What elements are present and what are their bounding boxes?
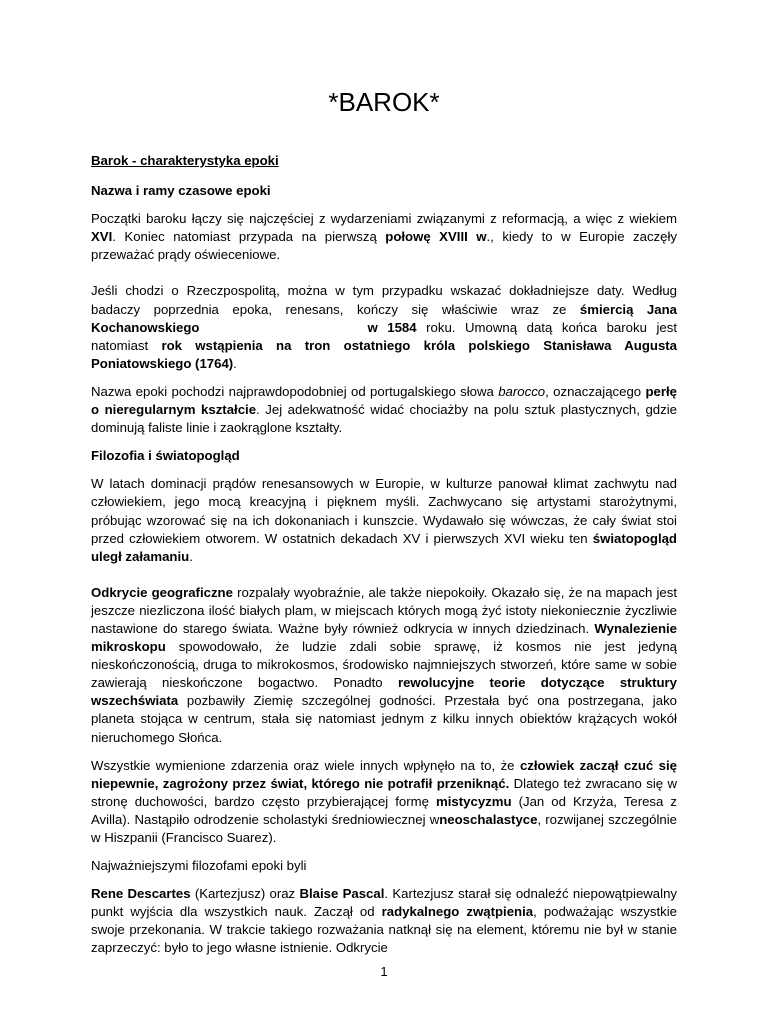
paragraph-poland-dates: Jeśli chodzi o Rzeczpospolitą, można w tym przypadku wskazać dokładniejsze daty. Według badaczy poprzednia epoka, renesans, kończy się właściwie wraz ze śmiercią Jana Kochanowskiego w 1584 roku. Umowną datą końca baroku jest natomiast rok wstąpienia na tron ostatniego króla polskiego Stanisława Augusta Poniatowskiego (1764).	[91, 283, 678, 371]
paragraph-descartes-pascal: Rene Descartes (Kartezjusz) oraz Blaise Pascal. Kartezjusz starał się odnaleźć niepowątpiewalny punkt wyjścia dla wszystkich nauk. Zaczął od radykalnego zwątpienia, podważając wszystkie swoje przekonania. W trakcie takiego rozważania natknął się na element, któremu nie był w stanie zaprzeczyć: było to jego własne istnienie. Odkrycie	[91, 886, 677, 956]
paragraph-uncertainty: Wszystkie wymienione zdarzenia oraz wiele innych wpłynęło na to, że człowiek zaczął czuć się niepewnie, zagrożony przez świat, którego nie potrafił przeniknąć. Dlatego też zwracano się w stronę duchowości, bardzo często przybierającej formę mistycyzmu (Jan od Krzyża, Teresa z Avilla). Nastąpiło odrodzenie scholastyki średniowiecznej wneoschalastyce, rozwijanej szczególnie w Hiszpanii (Francisco Suarez).	[91, 757, 678, 845]
paragraph-discoveries: Odkrycie geograficzne rozpalały wyobraźnie, ale także niepokoiły. Okazało się, że na mapach jest jeszcze niezliczona ilość białych plam, w miejscach których mogą żyć istoty niekoniecznie życzliwie nastawione do starego świata. Ważne były również odkrycia w innych dziedzinach. Wynalezienie mikroskopu spowodowało, że ludzie zdali sobie sprawę, iż kosmos nie jest jedyną nieskończonością, druga to mikrokosmos, środowisko najmniejszych stworzeń, które same w sobie zawierają nieskończone bogactwo. Ponadto rewolucyjne teorie dotyczące struktury wszechświata pozbawiły Ziemię szczególnej godności. Przestała być ona postrzegana, jako planeta stojąca w centrum, stała się natomiast jednym z kilku innych obiektów krążących wokół nieruchomego Słońca.	[91, 584, 677, 745]
paragraph-beginnings: Początki baroku łączy się najczęściej z wydarzeniami związanymi z reformacją, a więc z wiekiem XVI. Koniec natomiast przypada na pierwszą połowę XVIII w., kiedy to w Europie zaczęły przeważać prądy oświeceniowe.	[91, 211, 677, 263]
paragraph-renaissance-climate: W latach dominacji prądów renesansowych w Europie, w kulturze panował klimat zachwytu nad człowiekiem, jego mocą kreacyjną i pięknem myśli. Zachwycano się artystami starożytnymi, próbując wzorować się na ich dokonaniach i kunszcie. Wydawało się wówczas, że cały świat stoi przed człowiekiem otworem. W ostatnich dekadach XV i pierwszych XVI wieku ten światopogląd uległ załamaniu.	[91, 476, 677, 564]
paragraph-philosophers-intro: Najważniejszymi filozofami epoki byli	[91, 858, 307, 874]
section-heading-characteristics: Barok - charakterystyka epoki	[91, 153, 279, 168]
document-body	[91, 152, 677, 958]
section-heading-name-and-timeframe: Nazwa i ramy czasowe epoki	[91, 183, 271, 199]
paragraph-name-origin: Nazwa epoki pochodzi najprawdopodobniej od portugalskiego słowa barocco, oznaczającego perłę o nieregularnym kształcie. Jej adekwatność widać chociażby na polu sztuk plastycznych, gdzie dominują faliste linie i zaokrąglone kształty.	[91, 383, 677, 436]
page-title: *BAROK*	[328, 87, 440, 117]
section-heading-philosophy: Filozofia i światopogląd	[91, 448, 240, 464]
page-number: 1	[380, 964, 388, 979]
